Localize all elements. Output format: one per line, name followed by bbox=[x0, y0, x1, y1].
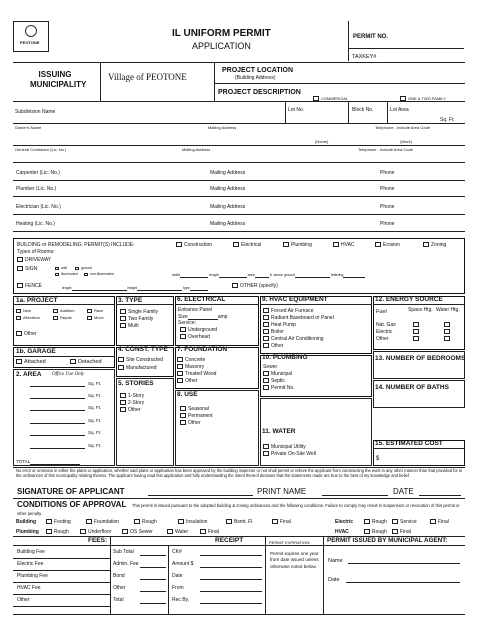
fee-item2-label: Total bbox=[113, 597, 124, 603]
project-new-checkbox[interactable] bbox=[16, 308, 31, 314]
area-sq-ft-label: Sq. Ft. bbox=[88, 393, 102, 398]
owner-home-label: (Home) bbox=[315, 139, 329, 144]
contractor-label: Heating (Lic. No.) bbox=[16, 221, 55, 227]
foundation-heading: 7. FOUNDATION bbox=[177, 346, 228, 353]
garage-heading: 1b. GARAGE bbox=[16, 348, 56, 355]
area-sq-ft-label: Sq. Ft. bbox=[88, 381, 102, 386]
water-municipal-label: Municipal Utility bbox=[271, 444, 306, 450]
project-alteration-label: Alteration bbox=[23, 315, 40, 320]
sign-illuminated-label: illuminated bbox=[61, 272, 78, 276]
inspection-checkbox[interactable] bbox=[364, 519, 387, 525]
use-box bbox=[175, 390, 259, 466]
panel-size-label: Size bbox=[178, 314, 188, 320]
fee-item2-label: Admin. Fee bbox=[113, 561, 139, 567]
inspection-checkbox[interactable] bbox=[392, 519, 417, 525]
sewer-permit-no-checkbox[interactable] bbox=[263, 385, 295, 391]
one-two-family-label: ONE & TWO FAMILY bbox=[408, 96, 446, 101]
const-site-label: Site Constructed bbox=[126, 357, 163, 363]
hvac-option-checkbox[interactable] bbox=[263, 343, 284, 349]
inspection-checkbox[interactable] bbox=[167, 529, 188, 535]
block-no-label: Block No. bbox=[352, 107, 374, 113]
fence-type-label: type bbox=[183, 286, 190, 290]
type-multi-label: Multi bbox=[128, 323, 139, 329]
building-inspections-row bbox=[16, 519, 36, 525]
hvac-inspections-label: HVAC bbox=[335, 529, 349, 535]
inspection-label: Footing bbox=[54, 519, 71, 525]
sign-non-illuminated-label: non-illuminated bbox=[90, 272, 114, 276]
inspection-checkbox[interactable] bbox=[226, 519, 254, 525]
stories-1-label: 1-Story bbox=[128, 393, 145, 399]
village-name: Village of PEOTONE bbox=[108, 72, 187, 82]
fee-item-label: Plumbing Fee bbox=[17, 573, 48, 579]
project-heading: 1a. PROJECT bbox=[16, 297, 58, 304]
inspection-label: Final bbox=[438, 519, 449, 525]
inspection-label: Bsmt. Fl. bbox=[234, 519, 254, 525]
stories-other-label: Other bbox=[128, 407, 141, 413]
use-other-checkbox[interactable] bbox=[180, 420, 201, 426]
energy-source-heading: 12. ENERGY SOURCE bbox=[375, 296, 443, 303]
type-single-family-label: Single Family bbox=[128, 309, 159, 315]
overhead-label: Overhead bbox=[188, 334, 210, 340]
plumbing-checkbox[interactable] bbox=[283, 242, 312, 248]
foundation-other-label: Other bbox=[185, 378, 198, 384]
garage-detached-label: Detached bbox=[78, 359, 102, 365]
sign-wall-label: wall bbox=[61, 266, 68, 270]
project-addition-label: Addition bbox=[60, 308, 75, 313]
stories-2-label: 2-Story bbox=[128, 400, 145, 406]
const-site-checkbox[interactable] bbox=[118, 357, 163, 363]
type-single-family-checkbox[interactable] bbox=[120, 309, 158, 315]
hvac-option-checkbox[interactable] bbox=[263, 308, 314, 314]
fuel-type-label: Electric bbox=[376, 329, 393, 335]
sewer-label: Sewer bbox=[263, 364, 278, 370]
inspection-label: Underfloor bbox=[88, 529, 112, 535]
project-other-checkbox[interactable] bbox=[16, 331, 37, 337]
general-contractor-label: General Contractor (Lic. No.) bbox=[15, 147, 67, 152]
stories-heading: 5. STORIES bbox=[118, 380, 154, 387]
contractor-phone-label: Phone bbox=[380, 221, 395, 227]
fence-checkbox[interactable] bbox=[17, 283, 42, 289]
owner-work-label: (Work) bbox=[400, 139, 412, 144]
foundation-concrete-label: Concrete bbox=[185, 357, 206, 363]
project-repair-label: Repair bbox=[60, 315, 72, 320]
sewer-municipal-checkbox[interactable] bbox=[263, 371, 292, 377]
inspection-checkbox[interactable] bbox=[80, 529, 111, 535]
sign-label: SIGN bbox=[25, 266, 38, 272]
permit-no-label: PERMIT NO. bbox=[353, 34, 389, 40]
area-total-label: TOTAL bbox=[16, 459, 31, 464]
hvac-option-checkbox[interactable] bbox=[263, 322, 296, 328]
const-manufactured-checkbox[interactable] bbox=[118, 365, 157, 371]
water-htg-label: Water Htg. bbox=[436, 307, 460, 313]
use-permanent-label: Permanent bbox=[188, 413, 213, 419]
inspection-label: Water bbox=[175, 529, 189, 535]
hvac-inspections-row bbox=[335, 529, 349, 535]
logo-text: PEOTONE bbox=[20, 40, 40, 45]
sewer-septic-checkbox[interactable] bbox=[263, 378, 285, 384]
use-heading: 8. USE bbox=[177, 391, 198, 398]
use-other-label: Other bbox=[188, 420, 201, 426]
use-seasonal-label: Seasonal bbox=[188, 406, 209, 412]
use-permanent-checkbox[interactable] bbox=[180, 413, 212, 419]
electrical-label: Electrical bbox=[241, 242, 262, 248]
space-htg-checkbox[interactable] bbox=[413, 329, 421, 335]
garage-attached-label: Attached bbox=[24, 359, 46, 365]
foundation-masonry-label: Masonry bbox=[185, 364, 205, 370]
sign-area-label: area bbox=[247, 273, 255, 277]
water-private-well-checkbox[interactable] bbox=[263, 451, 316, 457]
contractor-mailing-label: Mailing Address bbox=[210, 221, 246, 227]
receipt-item-label: Amount $ bbox=[172, 561, 194, 567]
electrical-heading: 6. ELECTRICAL bbox=[177, 296, 226, 303]
electric-inspections-label: Electric bbox=[335, 519, 354, 525]
conditions-heading: CONDITIONS OF APPROVAL bbox=[17, 500, 127, 509]
overhead-checkbox[interactable] bbox=[180, 334, 210, 340]
inspection-label: Foundation bbox=[94, 519, 120, 525]
foundation-concrete-checkbox[interactable] bbox=[177, 357, 205, 363]
form-title-line2: APPLICATION bbox=[192, 41, 251, 51]
water-municipal-checkbox[interactable] bbox=[263, 444, 306, 450]
signature-label: SIGNATURE OF APPLICANT bbox=[17, 487, 125, 496]
area-sq-ft-label: Sq. Ft. bbox=[88, 405, 102, 410]
other-specify-label: OTHER (specify) bbox=[240, 283, 278, 289]
water-private-well-label: Private On-Site Well bbox=[271, 451, 316, 457]
form-title-line1: IL UNIFORM PERMIT bbox=[172, 28, 271, 39]
project-raze-checkbox[interactable] bbox=[87, 308, 103, 314]
project-alteration-checkbox[interactable] bbox=[16, 315, 40, 321]
baths-heading: 14. NUMBER OF BATHS bbox=[375, 384, 449, 391]
owners-name-label: Owner's Name bbox=[15, 125, 42, 130]
inspection-checkbox[interactable] bbox=[178, 519, 207, 525]
sign-checkbox[interactable] bbox=[17, 266, 37, 272]
fees-heading: FEES: bbox=[88, 537, 108, 544]
type-multi-checkbox[interactable] bbox=[120, 323, 139, 329]
space-htg-checkbox[interactable] bbox=[413, 322, 421, 328]
receipt-heading: RECEIPT bbox=[215, 537, 244, 544]
issuing-municipality-label: ISSUING MUNICIPALITY bbox=[30, 70, 87, 89]
fee-item2-label: Sub Total bbox=[113, 549, 134, 555]
permit-expiration-heading: PERMIT EXPIRATION: bbox=[269, 540, 311, 545]
zoning-checkbox[interactable] bbox=[423, 242, 446, 248]
space-htg-checkbox[interactable] bbox=[413, 336, 421, 342]
stories-other-checkbox[interactable] bbox=[120, 407, 141, 413]
sewer-permit-no-label: Permit No. bbox=[271, 385, 295, 391]
hvac-option-label: Central Air Conditioning bbox=[271, 336, 324, 342]
commercial-label: COMMERCIAL bbox=[321, 96, 349, 101]
sign-illuminated-checkbox[interactable] bbox=[55, 271, 78, 277]
inspection-label: Rough bbox=[142, 519, 157, 525]
service-label: Service: bbox=[178, 320, 197, 326]
hvac-option-label: Boiler bbox=[271, 329, 284, 335]
project-repair-checkbox[interactable] bbox=[53, 315, 72, 321]
contractor-phone-label: Phone bbox=[380, 204, 395, 210]
project-new-label: New bbox=[23, 308, 32, 313]
use-seasonal-checkbox[interactable] bbox=[180, 406, 209, 412]
fence-label: FENCE bbox=[25, 283, 42, 289]
driveway-label: DRIVEWAY bbox=[25, 257, 52, 263]
plumbing-inspections-label: Plumbing bbox=[16, 529, 39, 535]
owner-mailing-label: Mailing Address bbox=[208, 125, 237, 130]
inspection-checkbox[interactable] bbox=[46, 529, 69, 535]
lot-area-unit: Sq. Ft. bbox=[440, 117, 455, 123]
area-sq-ft-label: Sq. Ft. bbox=[88, 443, 102, 448]
inspection-label: Service bbox=[400, 519, 417, 525]
lot-area-label: Lot Area bbox=[390, 107, 409, 113]
agent-date-label: Date bbox=[328, 577, 340, 583]
hvac-option-label: Forced Air Furnace bbox=[271, 308, 314, 314]
receipt-item-label: Rec By. bbox=[172, 597, 190, 603]
contractor-mailing-label: Mailing Address bbox=[210, 170, 246, 176]
fuel-type-label: Nat. Gas bbox=[376, 322, 396, 328]
area-sq-ft-label: Sq. Ft. bbox=[88, 418, 102, 423]
hvac-label: HVAC bbox=[341, 242, 355, 248]
water-htg-checkbox[interactable] bbox=[444, 329, 452, 335]
fee-item-label: Other bbox=[17, 597, 30, 603]
water-heading: 11. WATER bbox=[262, 428, 296, 435]
type-two-family-checkbox[interactable] bbox=[120, 316, 153, 322]
inspection-checkbox[interactable] bbox=[134, 519, 157, 525]
sign-width-label: width bbox=[172, 273, 181, 277]
contractor-mailing-label: Mailing Address bbox=[210, 186, 246, 192]
electrical-checkbox[interactable] bbox=[233, 242, 261, 248]
conditions-text: This permit is issued pursuant to the adopted building & zoning ordinances and the following conditions. Failure to comply may result in suspension or revocation of this permit or other penalty. bbox=[17, 503, 460, 516]
foundation-other-checkbox[interactable] bbox=[177, 378, 198, 384]
subdivision-name-label: Subdivision Name bbox=[15, 109, 56, 115]
print-name-label: PRINT NAME bbox=[257, 487, 307, 496]
type-heading: 3. TYPE bbox=[118, 297, 143, 304]
inspection-checkbox[interactable] bbox=[272, 519, 291, 525]
sewer-municipal-label: Municipal bbox=[271, 371, 293, 377]
hvac-checkbox[interactable] bbox=[333, 242, 355, 248]
const-manufactured-label: Manufactured bbox=[126, 365, 157, 371]
disclaimer-text: No error or omission in either the plans or application, whether said plans or application has been approved by the building inspector or not shall permit or relieve the applicant from constructing the work in any other manner than that provided for in the ordinances of this municipality relating thereto. The applicant having read this application and fully understanding the intent thereof declares that the statements made are true to the best of my knowledge and belief. bbox=[16, 468, 463, 479]
types-of-rooms-label: Types of Rooms: bbox=[17, 249, 55, 255]
stories-2-checkbox[interactable] bbox=[120, 400, 144, 406]
foundation-treated-wood-label: Treated Wood bbox=[185, 371, 217, 377]
stories-1-checkbox[interactable] bbox=[120, 393, 144, 399]
inspection-checkbox[interactable] bbox=[364, 529, 387, 535]
agent-name-label: Name bbox=[328, 558, 343, 564]
project-location-label: PROJECT LOCATION bbox=[222, 67, 294, 74]
contractor-label: Electrician (Lic. No.) bbox=[16, 204, 61, 210]
inspection-checkbox[interactable] bbox=[200, 529, 219, 535]
contractor-label: Plumber (Lic. No.) bbox=[16, 186, 57, 192]
construction-label: Construction bbox=[184, 242, 213, 248]
fee-item2-label: Other bbox=[113, 585, 126, 591]
sign-non-illuminated-checkbox[interactable] bbox=[84, 271, 114, 277]
fence-height-label: height bbox=[127, 286, 138, 290]
area-sq-ft-label: Sq. Ft. bbox=[88, 430, 102, 435]
building-inspections-label2: Building bbox=[16, 519, 36, 525]
garage-attached-checkbox[interactable] bbox=[16, 359, 46, 365]
fee-item-label: Building Fee bbox=[17, 549, 45, 555]
inspection-label: Insulation bbox=[186, 519, 208, 525]
project-other-label: Other bbox=[24, 331, 37, 337]
permit-issued-by-heading: PERMIT ISSUED BY MUNICIPAL AGENT: bbox=[327, 537, 448, 544]
panel-amp-label: amp bbox=[217, 314, 228, 320]
sewer-septic-label: Septic bbox=[271, 378, 285, 384]
permits-include-heading: BUILDING or REMODELING: PERMIT(S) INCLUDE: bbox=[17, 242, 135, 248]
sign-height-label: ft. above ground bbox=[269, 273, 295, 277]
inspection-label: Final bbox=[280, 519, 291, 525]
estimated-cost-dollar: $ bbox=[376, 456, 380, 462]
inspection-label: Rough bbox=[54, 529, 69, 535]
plumbing-label: Plumbing bbox=[291, 242, 312, 248]
inspection-label: Rough bbox=[372, 529, 387, 535]
hvac-option-label: Heat Pump bbox=[271, 322, 297, 328]
contractor-phone-label: Phone bbox=[380, 170, 395, 176]
inspection-checkbox[interactable] bbox=[46, 519, 71, 525]
contractor-label: Carpenter (Lic. No.) bbox=[16, 170, 60, 176]
electric-inspections-row bbox=[335, 519, 353, 525]
water-htg-checkbox[interactable] bbox=[444, 322, 452, 328]
hvac-option-label: Other bbox=[271, 343, 284, 349]
zoning-label: Zoning bbox=[431, 242, 447, 248]
inspection-checkbox[interactable] bbox=[392, 529, 411, 535]
bedrooms-heading: 13. NUMBER OF BEDROOMS bbox=[375, 355, 466, 362]
lot-no-label: Lot No. bbox=[288, 107, 305, 113]
type-two-family-label: Two Family bbox=[128, 316, 154, 322]
fee-item2-label: Bond bbox=[113, 573, 125, 579]
village-seal-icon bbox=[25, 25, 37, 37]
entrance-panel-label: Entrance Panel bbox=[178, 307, 213, 313]
hvac-option-checkbox[interactable] bbox=[263, 315, 334, 321]
contractor-phone-label: Phone bbox=[380, 186, 395, 192]
hvac-option-checkbox[interactable] bbox=[263, 336, 324, 342]
inspection-checkbox[interactable] bbox=[86, 519, 119, 525]
fence-dimensions-row bbox=[62, 285, 208, 291]
other-specify-checkbox[interactable] bbox=[232, 283, 278, 289]
expiration-text: Permit expires one year from date issued unless otherwise noted below. bbox=[270, 551, 319, 569]
stories-box bbox=[116, 378, 174, 466]
plumbing-section-heading: 10. PLUMBING bbox=[262, 354, 308, 361]
building-address-label: (Building Address) bbox=[235, 75, 276, 81]
inspection-checkbox[interactable] bbox=[122, 529, 153, 535]
foundation-masonry-checkbox[interactable] bbox=[177, 364, 204, 370]
receipt-item-label: CK# bbox=[172, 549, 182, 555]
garage-detached-checkbox[interactable] bbox=[70, 359, 102, 365]
gc-telephone-label: Telephone - Include Area Code bbox=[358, 147, 413, 152]
taxkey-label: TAXKEY# bbox=[352, 54, 377, 60]
inspection-label: Final bbox=[400, 529, 411, 535]
inspection-label: Rough bbox=[372, 519, 387, 525]
sign-length-label: length bbox=[209, 273, 219, 277]
receipt-item-label: From bbox=[172, 585, 184, 591]
underground-checkbox[interactable] bbox=[180, 327, 217, 333]
project-description-label: PROJECT DESCRIPTION bbox=[218, 89, 301, 96]
fuel-type-label: Other bbox=[376, 336, 389, 342]
hvac-option-label: Radiant Baseboard or Panel bbox=[271, 315, 334, 321]
owner-telephone-label: Telephone - Include Area Code bbox=[375, 125, 430, 130]
plumbing-inspections-row bbox=[16, 529, 39, 535]
contractor-mailing-label: Mailing Address bbox=[210, 204, 246, 210]
hvac-option-checkbox[interactable] bbox=[263, 329, 284, 335]
area-heading: 2. AREA bbox=[16, 371, 42, 378]
space-htg-label: Space Htg. bbox=[408, 307, 433, 313]
erosion-label: Erosion bbox=[383, 242, 400, 248]
sign-ground-label: ground bbox=[81, 266, 92, 270]
inspection-checkbox[interactable] bbox=[430, 519, 449, 525]
const-type-heading: 4. CONST. TYPE bbox=[118, 346, 168, 353]
erosion-checkbox[interactable] bbox=[375, 242, 400, 248]
sign-dimensions-row bbox=[172, 272, 365, 278]
estimated-cost-heading: 15. ESTIMATED COST bbox=[375, 440, 443, 447]
inspection-label: Final bbox=[208, 529, 219, 535]
fuel-label: Fuel bbox=[376, 309, 387, 315]
project-addition-checkbox[interactable] bbox=[53, 308, 74, 314]
logo-box bbox=[13, 21, 49, 52]
area-office-use-note: Office Use Only bbox=[52, 372, 85, 377]
fence-length-label: length bbox=[62, 286, 72, 290]
gc-mailing-label: Mailing Address bbox=[182, 147, 211, 152]
receipt-item-label: Date bbox=[172, 573, 183, 579]
project-raze-label: Raze bbox=[94, 308, 104, 313]
sign-lettering-label: lettering bbox=[330, 273, 344, 277]
fee-item-label: Electric Fee bbox=[17, 561, 44, 567]
hvac-equipment-heading: 9. HVAC EQUIPMENT bbox=[262, 296, 328, 303]
construction-checkbox[interactable] bbox=[176, 242, 212, 248]
project-move-checkbox[interactable] bbox=[87, 315, 104, 321]
foundation-treated-wood-checkbox[interactable] bbox=[177, 371, 216, 377]
project-move-label: Move bbox=[94, 315, 104, 320]
driveway-checkbox[interactable] bbox=[17, 257, 51, 263]
water-htg-checkbox[interactable] bbox=[444, 336, 452, 342]
fee-item-label: HVAC Fee bbox=[17, 585, 41, 591]
date-label: DATE bbox=[393, 487, 414, 496]
underground-label: Underground bbox=[188, 327, 218, 333]
inspection-label: OS Sewer bbox=[130, 529, 153, 535]
